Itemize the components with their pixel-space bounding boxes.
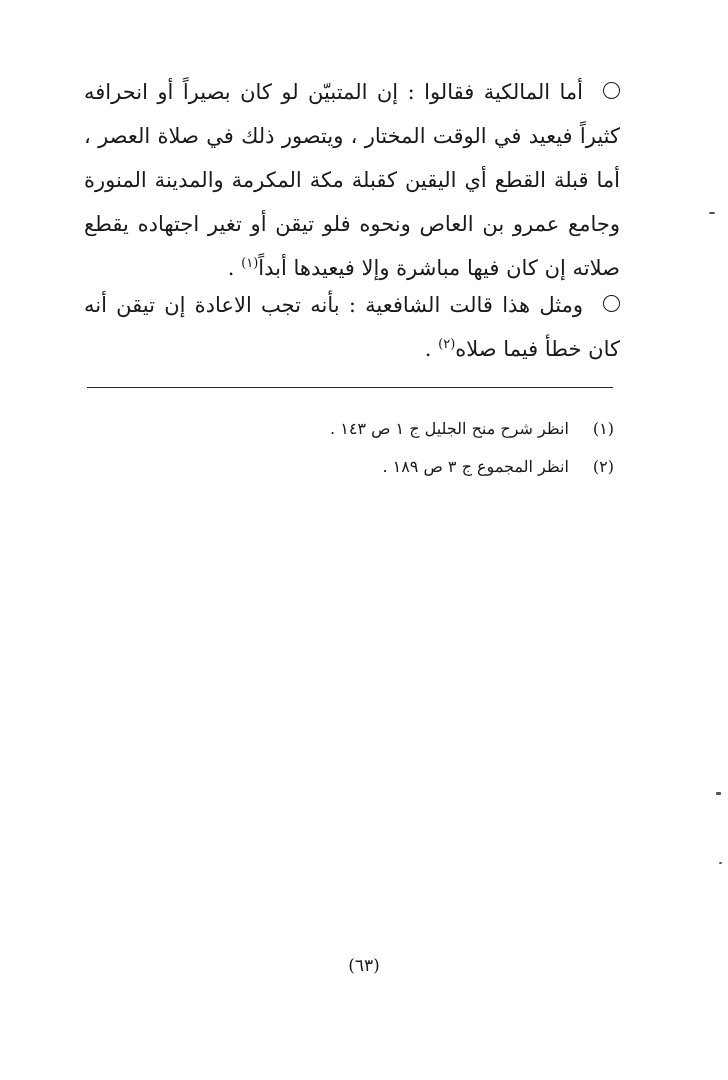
page-number: (٦٣) [348, 956, 380, 976]
paragraph-malikiyya [84, 70, 620, 290]
paragraph-text: ومثل هذا قالت الشافعية : بأنه تجب الاعادة إن تيقن أنه كان خطأ فيما صلاه [84, 293, 620, 361]
footnote-number: (١) [592, 419, 614, 438]
circle-bullet-icon [603, 82, 620, 99]
footnote-reference: (٢) [438, 337, 456, 352]
footnote-reference: (١) [241, 256, 259, 271]
footnote-divider [87, 387, 613, 388]
footnote-item [84, 448, 614, 486]
circle-bullet-icon [603, 295, 620, 312]
paragraph-shafiiyya [84, 283, 620, 371]
paragraph-text: أما المالكية فقالوا : إن المتبيّن لو كان بصيراً أو انحرافه كثيراً فيعيد في الوقت المختار ، ويتصور ذلك في صلاة العصر ، أما قبلة القطع أي اليقين كقبلة مكة المكرمة والمدينة المنورة وجامع عمرو بن العاص ونحوه فلو تيقن أو تغير اجتهاده يقطع صلاته إن كان فيها مباشرة وإلا فيعيدها أبداً [84, 80, 620, 280]
scan-speck [709, 212, 715, 214]
footnote-text: انظر شرح منح الجليل ج ١ ص ١٤٣ . [330, 419, 569, 438]
paragraph-end: . [227, 256, 242, 280]
scan-speck [716, 792, 721, 795]
footnotes [84, 410, 614, 486]
paragraph-end: . [424, 337, 439, 361]
footnote-text: انظر المجموع ج ٣ ص ١٨٩ . [382, 457, 569, 476]
footnote-item [84, 410, 614, 448]
footnote-number: (٢) [592, 457, 614, 476]
scan-speck [719, 862, 722, 864]
